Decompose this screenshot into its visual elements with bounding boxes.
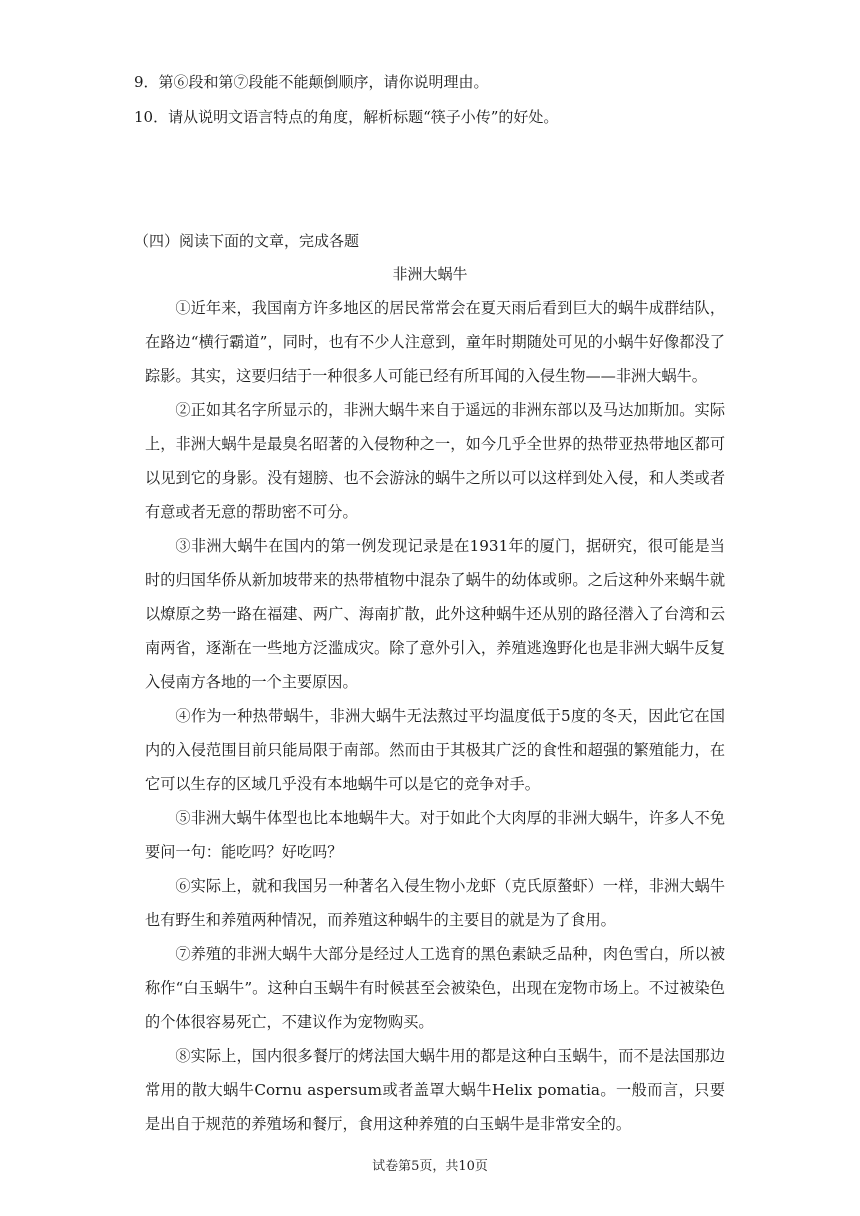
- paragraph-1: ①近年来，我国南方许多地区的居民常常会在夏天雨后看到巨大的蜗牛成群结队，在路边“横行霸道”，同时，也有不少人注意到，童年时期随处可见的小蜗牛好像都没了踪影。其实，这要归结于一种很多人可能已经有所耳闻的入侵生物——非洲大蜗牛。: [145, 299, 725, 385]
- paragraph-6: ⑥实际上，就和我国另一种著名入侵生物小龙虾（克氏原螯虾）一样，非洲大蜗牛也有野生和养殖两种情况，而养殖这种蜗牛的主要目的就是为了食用。: [145, 877, 725, 929]
- paragraph-3: ③非洲大蜗牛在国内的第一例发现记录是在1931年的厦门，据研究，很可能是当时的归国华侨从新加坡带来的热带植物中混杂了蜗牛的幼体或卵。之后这种外来蜗牛就以燎原之势一路在福建、两广、海南扩散，此外这种蜗牛还从别的路径潜入了台湾和云南两省，逐渐在一些地方泛滥成灾。除了意外引入，养殖逃逸野化也是非洲大蜗牛反复入侵南方各地的一个主要原因。: [145, 537, 725, 691]
- paragraph-8: ⑧实际上，国内很多餐厅的烤法国大蜗牛用的都是这种白玉蜗牛，而不是法国那边常用的散大蜗牛Cornu aspersum或者盖罩大蜗牛Helix pomatia。一般而言，只要是出自于规范的养殖场和餐厅，食用这种养殖的白玉蜗牛是非常安全的。: [145, 1047, 725, 1133]
- question-10: 10．请从说明文语言特点的角度，解析标题“筷子小传”的好处。: [134, 108, 559, 126]
- paragraph-7: ⑦养殖的非洲大蜗牛大部分是经过人工选育的黑色素缺乏品种，肉色雪白，所以被称作“白玉蜗牛”。这种白玉蜗牛有时候甚至会被染色，出现在宠物市场上。不过被染色的个体很容易死亡，不建议作为宠物购买。: [145, 945, 725, 1031]
- question-9: 9．第⑥段和第⑦段能不能颠倒顺序，请你说明理由。: [134, 73, 489, 91]
- article-title: 非洲大蜗牛: [392, 265, 468, 283]
- section-heading: （四）阅读下面的文章，完成各题: [134, 232, 360, 250]
- paragraph-2: ②正如其名字所显示的，非洲大蜗牛来自于遥远的非洲东部以及马达加斯加。实际上，非洲大蜗牛是最臭名昭著的入侵物种之一，如今几乎全世界的热带亚热带地区都可以见到它的身影。没有翅膀、也不会游泳的蜗牛之所以可以这样到处入侵，和人类或者有意或者无意的帮助密不可分。: [145, 401, 725, 521]
- page-footer: 试卷第5页，共10页: [372, 1159, 488, 1174]
- paragraph-5: ⑤非洲大蜗牛体型也比本地蜗牛大。对于如此个大肉厚的非洲大蜗牛，许多人不免要问一句：能吃吗？好吃吗？: [145, 809, 725, 861]
- article-body: [145, 291, 725, 1141]
- paragraph-4: ④作为一种热带蜗牛，非洲大蜗牛无法熬过平均温度低于5度的冬天，因此它在国内的入侵范围目前只能局限于南部。然而由于其极其广泛的食性和超强的繁殖能力，在它可以生存的区域几乎没有本地蜗牛可以是它的竞争对手。: [145, 707, 725, 793]
